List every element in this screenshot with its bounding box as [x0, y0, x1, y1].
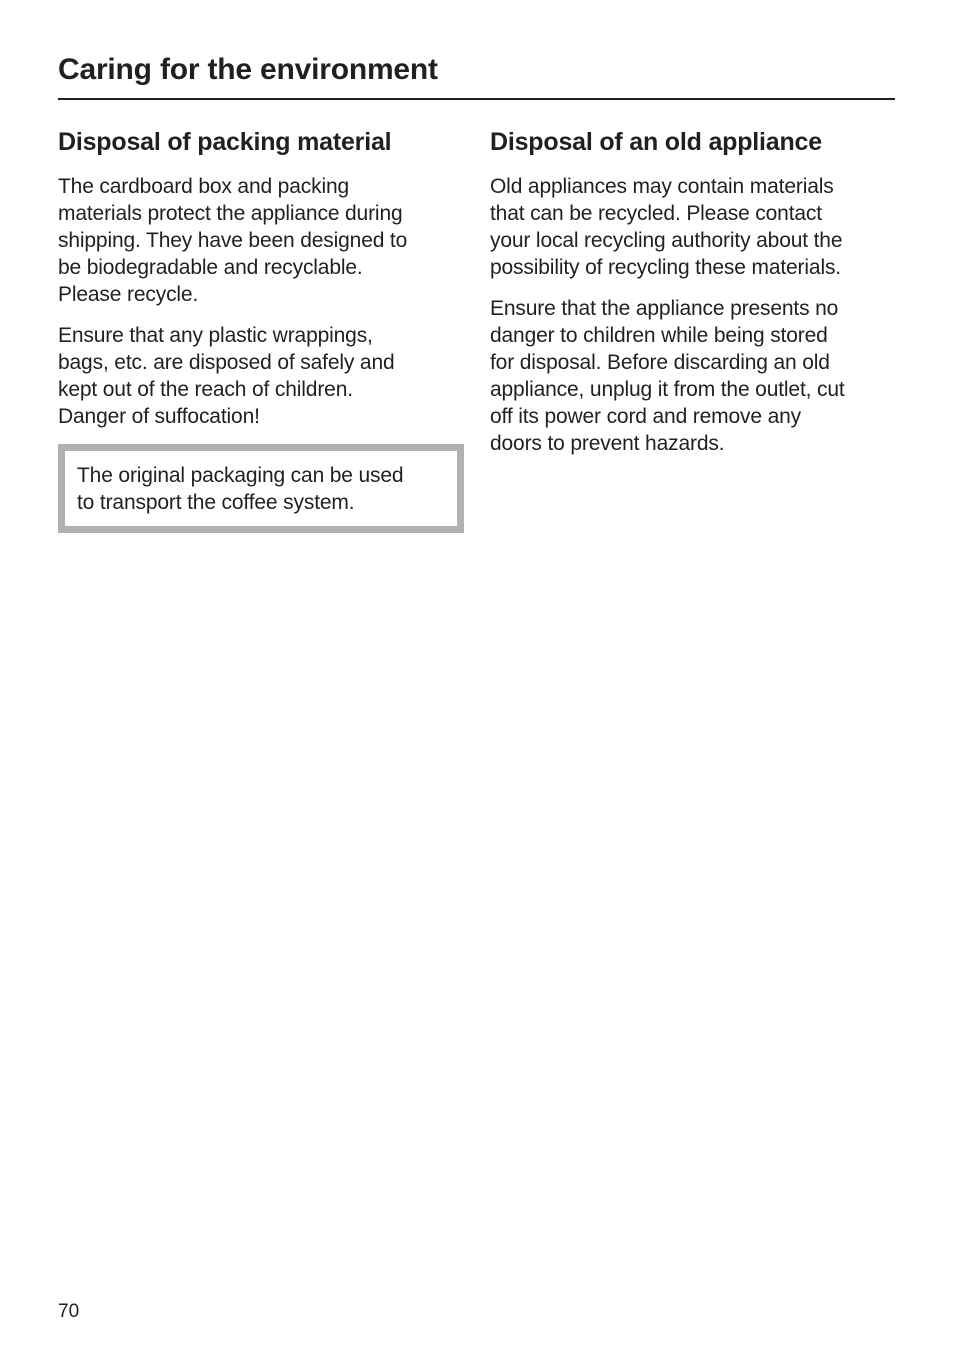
- old-appliance-section: [490, 124, 894, 471]
- note-box: [58, 444, 464, 533]
- section-heading-old-appliance: Disposal of an old appliance: [490, 128, 822, 156]
- paragraph-recycle-materials: Old appliances may contain materials that can be recycled. Please contact your local recycling authority about the possibility of recycling these materials.: [490, 175, 843, 279]
- paragraph-packing-recyclable: The cardboard box and packing materials protect the appliance during shipping. They have been designed to be biodegradable and recyclable. Please recycle.: [58, 175, 408, 306]
- paragraph-plastic-warning: Ensure that any plastic wrappings, bags, etc. are disposed of safely and kept out of the reach of children. Danger of suffocation!: [58, 324, 395, 428]
- section-heading-packing: Disposal of packing material: [58, 128, 392, 156]
- page-title: Caring for the environment: [58, 53, 438, 86]
- page-number: 70: [58, 1301, 80, 1322]
- packing-material-section: [58, 124, 464, 533]
- note-text: The original packaging can be used to transport the coffee system.: [77, 464, 404, 514]
- title-divider: [58, 98, 895, 100]
- paragraph-child-safety: Ensure that the appliance presents no danger to children while being stored for disposal. Before discarding an old appliance, unplug it from the outlet, cut off its power cord and remove any doors to prevent hazards.: [490, 297, 845, 455]
